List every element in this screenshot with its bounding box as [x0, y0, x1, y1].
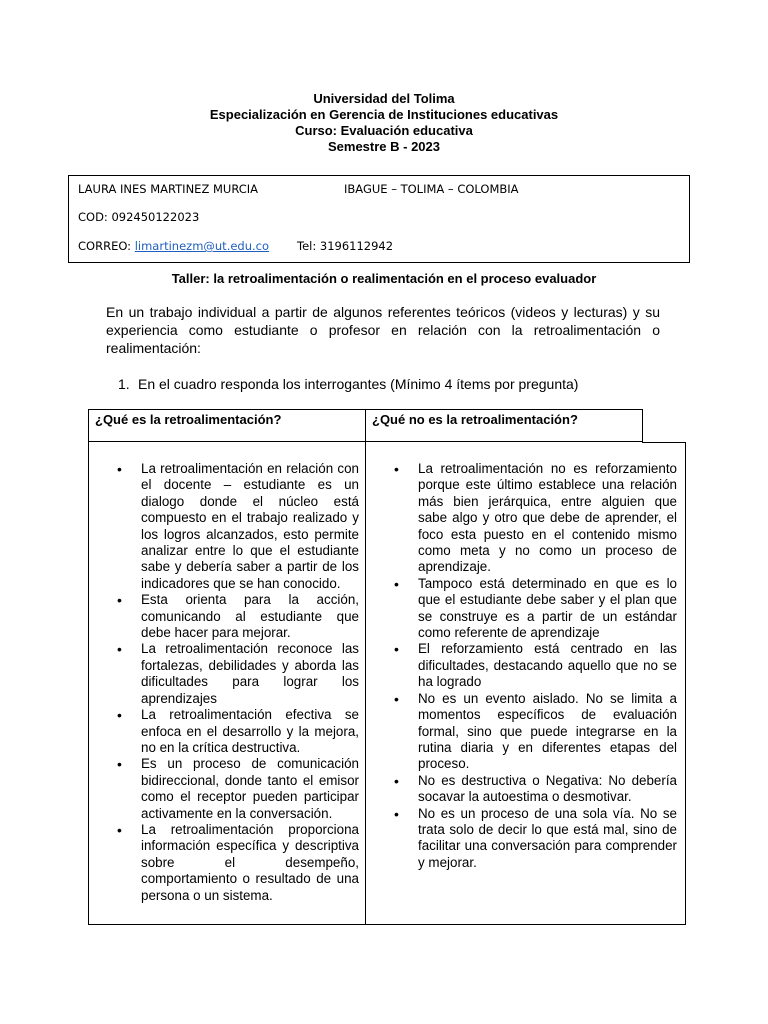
email-link[interactable]: limartinezm@ut.edu.co [134, 239, 270, 253]
email-label: CORREO: [78, 239, 135, 253]
student-location: IBAGUE – TOLIMA – COLOMBIA [344, 182, 519, 196]
list-item: • No es un proceso de una sola vía. No se trata solo de decir lo que está mal, sino de facilitar una conversación para comprender y mejorar. [391, 806, 677, 872]
program-name: Especialización en Gerencia de Instituciones educativas [209, 107, 559, 122]
list-item: • La retroalimentación en relación con el docente – estudiante es un dialogo donde el núcleo está compuesto en el trabajo realizado y los logros alcanzados, esto permite analizar entre lo que el estudiante sabe y debería saber a partir de los indicadores que se han conocido. [114, 461, 359, 592]
university-name: Universidad del Tolima [313, 91, 455, 106]
document-header [0, 91, 768, 155]
table-border-segment [642, 442, 686, 443]
email-row [78, 239, 269, 253]
student-phone: Tel: 3196112942 [297, 239, 394, 253]
list-item: • La retroalimentación no es reforzamiento porque este último establece una relación más bien jerárquica, entre alguien que sabe algo y otro que debe de aprender, el foco esta puesto en el contenido mismo como meta y no como un proceso de aprendizaje. [391, 461, 677, 576]
list-item: • La retroalimentación proporciona información específica y descriptiva sobre el desempeño, comportamiento o resultado de una persona o un sistema. [114, 822, 359, 904]
table-column-divider [365, 409, 366, 925]
student-code: COD: 092450122023 [78, 210, 200, 224]
table-header-what-is-not: ¿Qué no es la retroalimentación? [365, 409, 643, 442]
semester: Semestre B - 2023 [327, 139, 440, 154]
list-item: • La retroalimentación reconoce las fortalezas, debilidades y aborda las dificultades para lograr los aprendizajes [114, 641, 359, 707]
list-item: • La retroalimentación efectiva se enfoca en el desarrollo y la mejora, no en la crítica destructiva. [114, 707, 359, 756]
table-header-what-is: ¿Qué es la retroalimentación? [88, 409, 366, 442]
course-name: Curso: Evaluación educativa [295, 123, 473, 138]
list-item: • Tampoco está determinado en que es lo que el estudiante debe saber y el plan que se construye es a partir de un estándar como referente de aprendizaje [391, 576, 677, 642]
intro-paragraph: En un trabajo individual a partir de algunos referentes teóricos (videos y lecturas) y su experiencia como estudiante o profesor en relación con la retroalimentación o realimentación: [106, 304, 660, 356]
what-is-not-list [391, 461, 677, 871]
student-info-box [68, 175, 690, 263]
what-is-list [114, 461, 359, 904]
list-item: • Esta orienta para la acción, comunicando al estudiante que debe hacer para mejorar. [114, 592, 359, 641]
task-item [118, 376, 578, 392]
list-item: • No es destructiva o Negativa: No debería socavar la autoestima o desmotivar. [391, 773, 677, 806]
list-item: • El reforzamiento está centrado en las dificultades, destacando aquello que no se ha logrado [391, 641, 677, 690]
list-item: • Es un proceso de comunicación bidireccional, donde tanto el emisor como el receptor pueden participar activamente en la conversación. [114, 756, 359, 822]
task-text: En el cuadro responda los interrogantes (Mínimo 4 ítems por pregunta) [138, 376, 579, 392]
list-item: • No es un evento aislado. No se limita a momentos específicos de evaluación formal, sino que puede integrarse en la rutina diaria y en diferentes etapas del proceso. [391, 691, 677, 773]
workshop-title: Taller: la retroalimentación o realimentación en el proceso evaluador [171, 271, 597, 286]
student-name: LAURA INES MARTINEZ MURCIA [78, 182, 259, 196]
task-number: 1. [118, 376, 130, 392]
